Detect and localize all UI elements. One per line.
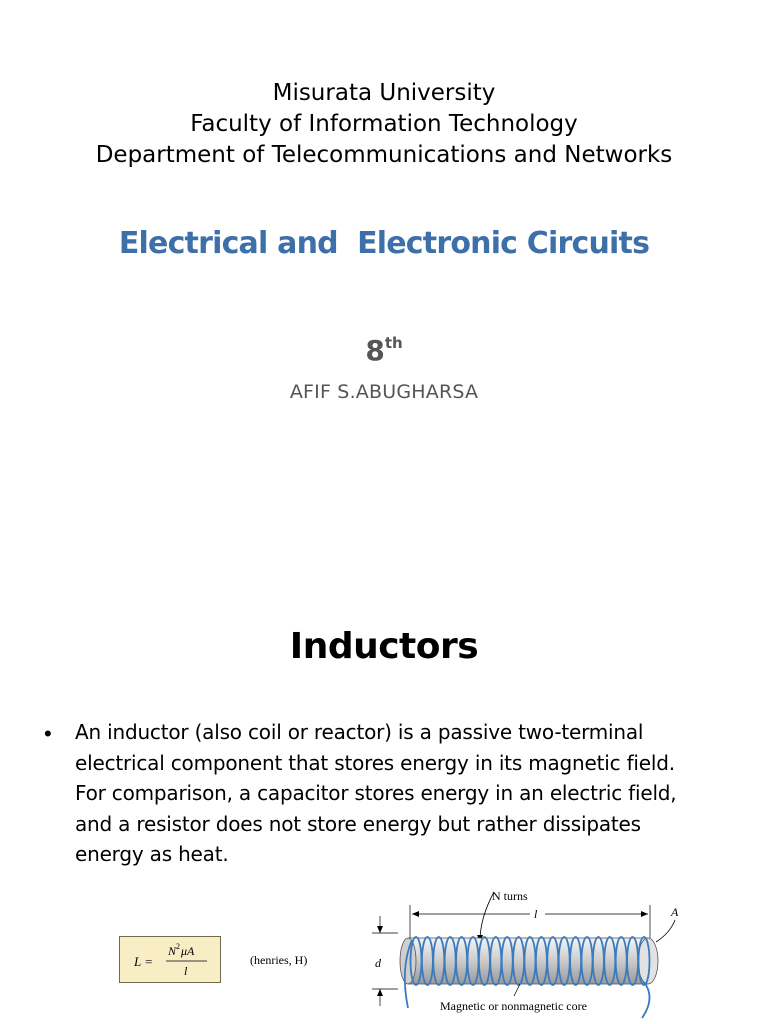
formula-numerator-exponent: 2 <box>176 942 180 951</box>
university-name: Misurata University <box>272 80 496 106</box>
core-label-arrow <box>514 984 520 996</box>
department-name: Department of Telecommunications and Networks <box>95 142 673 168</box>
units-label: (henries, H) <box>250 953 308 967</box>
diameter-arrowhead-bottom <box>377 989 383 996</box>
lecture-number <box>0 334 768 367</box>
bullet-line: electrical component that stores energy in its magnetic field. <box>75 750 675 775</box>
bullet-point-icon: • <box>44 721 52 746</box>
length-label: l <box>534 907 538 921</box>
bullet-text <box>75 717 755 870</box>
course-title: Electrical and Electronic Circuits <box>118 226 650 261</box>
core-label: Magnetic or nonmagnetic core <box>440 999 587 1013</box>
formula-denominator: l <box>184 964 188 978</box>
core-left-end <box>400 938 416 984</box>
formula-numerator-rest: μA <box>181 944 195 958</box>
inductors-slide <box>0 560 768 1024</box>
bullet-line: and a resistor does not store energy but rather dissipates <box>75 811 641 836</box>
lecture-number-value: 8 <box>365 334 385 367</box>
area-arrow <box>656 920 675 942</box>
faculty-name: Faculty of Information Technology <box>190 111 578 137</box>
length-arrowhead-left <box>412 911 419 917</box>
diameter-label: d <box>375 956 381 970</box>
lecture-number-suffix: th <box>384 334 403 352</box>
author-name: AFIF S.ABUGHARSA <box>289 381 479 403</box>
inductance-formula <box>119 936 221 983</box>
solenoid-diagram <box>360 878 760 1024</box>
bullet-line: energy as heat. <box>75 842 229 867</box>
bullet-line: For comparison, a capacitor stores energy in an electric field, <box>75 781 677 806</box>
lead-wire-right <box>642 982 650 1018</box>
area-label: A <box>671 905 679 919</box>
turns-label: N turns <box>492 889 528 903</box>
formula-numerator-n: N <box>168 944 177 958</box>
bullet-line: An inductor (also coil or reactor) is a passive two-terminal <box>75 720 644 744</box>
institution-header <box>0 78 768 171</box>
formula-lhs: L = <box>134 954 154 969</box>
length-arrowhead-right <box>641 911 648 917</box>
diameter-arrowhead-top <box>377 926 383 933</box>
formula-graphic <box>120 937 222 984</box>
slide-title: Inductors <box>289 626 479 667</box>
